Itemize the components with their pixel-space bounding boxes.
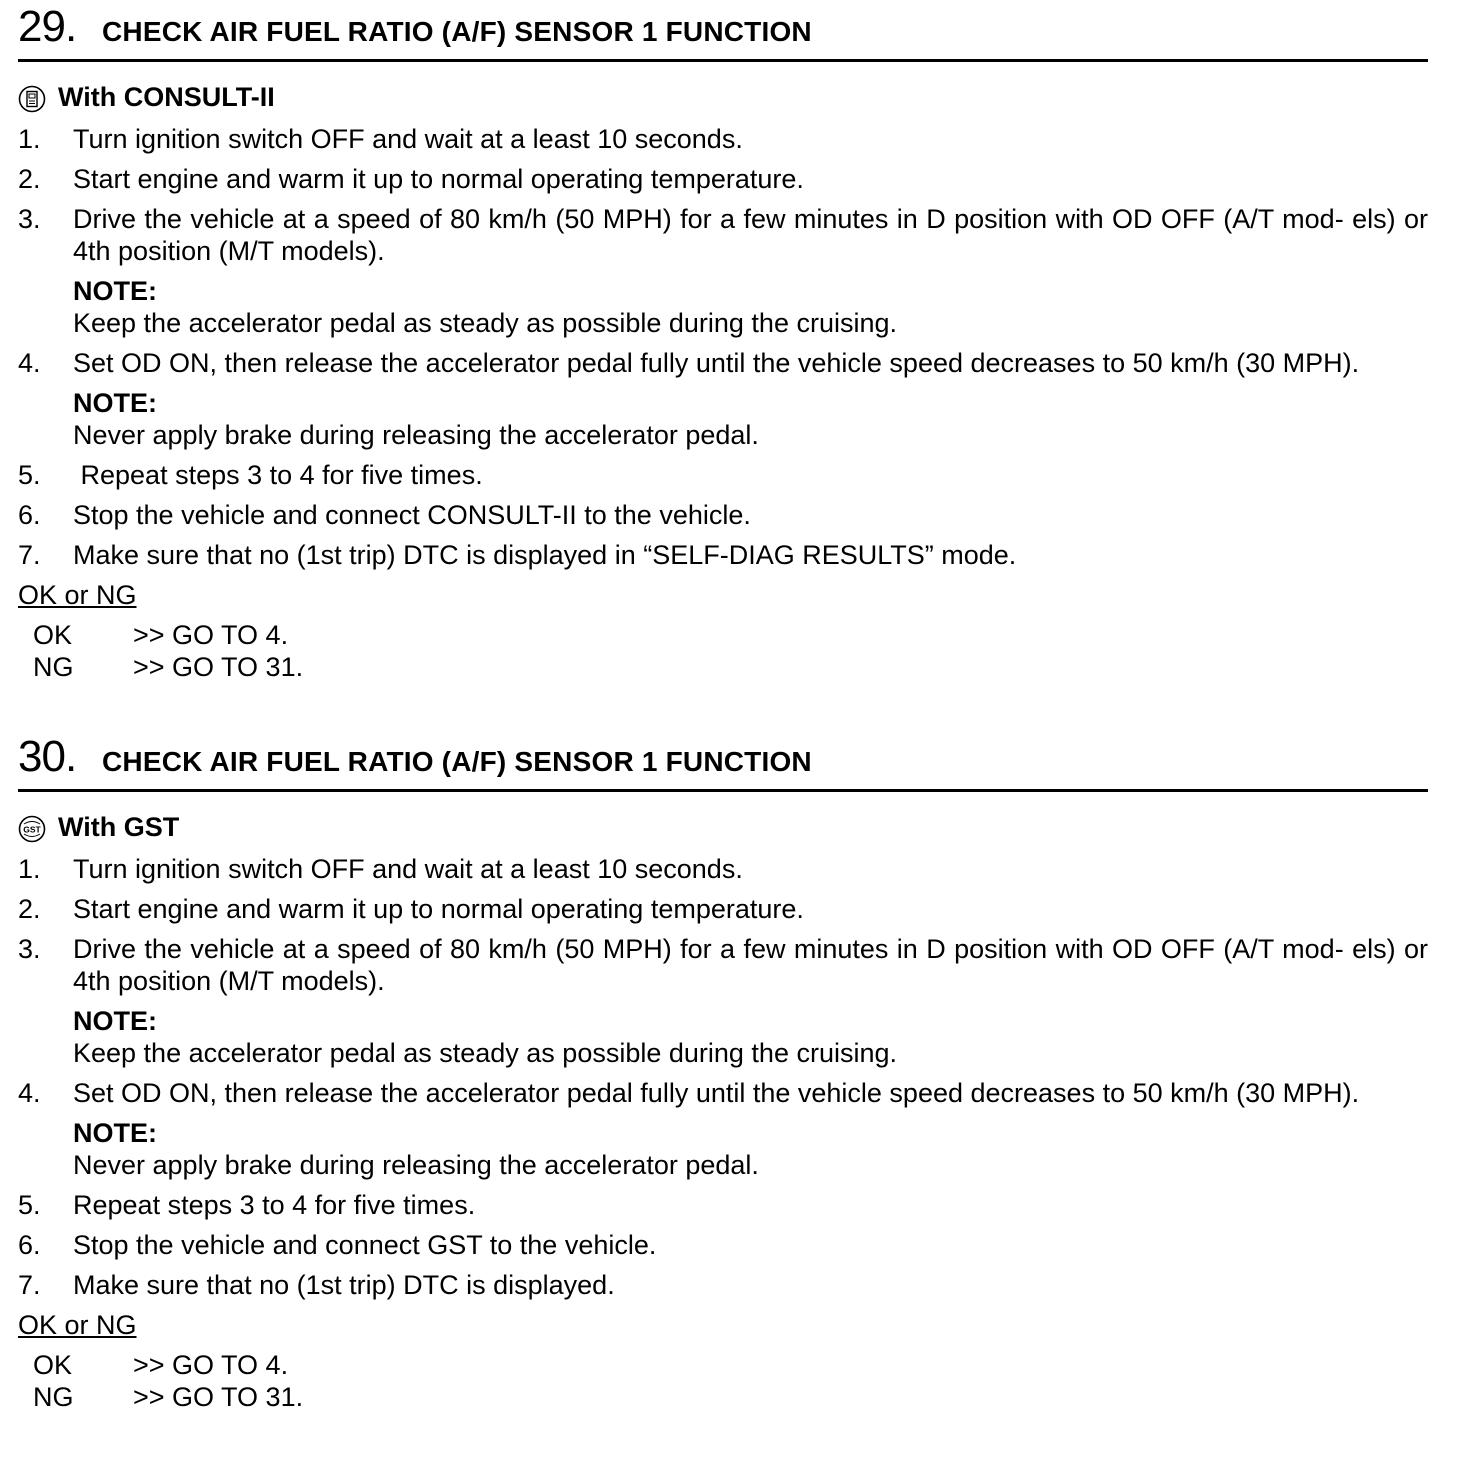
step-text: Make sure that no (1st trip) DTC is displayed in “SELF-DIAG RESULTS” mode. <box>73 540 1017 570</box>
step-text: Turn ignition switch OFF and wait at a least 10 seconds. <box>73 854 743 884</box>
section-number: 30. <box>18 732 77 781</box>
step-text: Drive the vehicle at a speed of 80 km/h (50 MPH) for a few minutes in D position with OD OFF (A/T mod- els) or 4th position (M/T models). <box>73 204 1428 266</box>
result-key: NG <box>33 652 74 682</box>
ok-ng-block <box>18 579 1428 683</box>
step-item <box>18 163 1428 195</box>
step-list <box>18 123 1428 571</box>
gst-icon <box>18 815 46 843</box>
step-number: 1. <box>18 854 41 884</box>
heading-rule <box>18 789 1428 792</box>
result-row <box>18 1381 1428 1413</box>
step-item <box>18 1189 1428 1221</box>
result-row <box>18 619 1428 651</box>
consult-icon <box>18 85 46 113</box>
step-item <box>18 933 1428 1069</box>
section-number: 29. <box>18 2 77 51</box>
step-number: 6. <box>18 500 41 530</box>
step-item <box>18 347 1428 451</box>
note-text: Keep the accelerator pedal as steady as possible during the cruising. <box>73 1038 898 1068</box>
step-text: Set OD ON, then release the accelerator pedal fully until the vehicle speed decreases to 50 km/h (30 MPH). <box>73 348 1360 378</box>
note-label: NOTE: <box>73 276 157 306</box>
note-text: Keep the accelerator pedal as steady as possible during the cruising. <box>73 308 898 338</box>
step-text: Stop the vehicle and connect CONSULT-II to the vehicle. <box>73 500 751 530</box>
step-text: Drive the vehicle at a speed of 80 km/h (50 MPH) for a few minutes in D position with OD OFF (A/T mod- els) or 4th position (M/T models). <box>73 934 1428 996</box>
step-number: 7. <box>18 540 41 570</box>
step-text: Start engine and warm it up to normal operating temperature. <box>73 164 804 194</box>
step-note <box>73 1005 1428 1069</box>
step-list <box>18 853 1428 1301</box>
section-title: CHECK AIR FUEL RATIO (A/F) SENSOR 1 FUNCTION <box>102 746 812 777</box>
tool-label: With CONSULT-II <box>58 82 275 112</box>
step-note <box>73 1117 1428 1181</box>
step-text: Stop the vehicle and connect GST to the vehicle. <box>73 1230 657 1260</box>
note-text: Never apply brake during releasing the accelerator pedal. <box>73 420 759 450</box>
step-number: 2. <box>18 164 41 194</box>
step-text: Start engine and warm it up to normal operating temperature. <box>73 894 804 924</box>
result-goto: >> GO TO 4. <box>133 620 289 650</box>
step-number: 3. <box>18 204 41 234</box>
step-text: Repeat steps 3 to 4 for five times. <box>73 1190 476 1220</box>
step-item <box>18 539 1428 571</box>
result-row <box>18 651 1428 683</box>
section-title: CHECK AIR FUEL RATIO (A/F) SENSOR 1 FUNCTION <box>102 16 812 47</box>
step-number: 1. <box>18 124 41 154</box>
step-number: 2. <box>18 894 41 924</box>
step-number: 4. <box>18 1078 41 1108</box>
step-item <box>18 203 1428 339</box>
ok-ng-header: OK or NG <box>18 580 137 610</box>
step-item <box>18 499 1428 531</box>
step-item <box>18 1269 1428 1301</box>
result-key: OK <box>33 620 73 650</box>
result-row <box>18 1349 1428 1381</box>
heading-rule <box>18 59 1428 62</box>
step-text: Set OD ON, then release the accelerator pedal fully until the vehicle speed decreases to 50 km/h (30 MPH). <box>73 1078 1360 1108</box>
step-number: 5. <box>18 460 41 490</box>
section-29 <box>18 0 1428 683</box>
ok-ng-block <box>18 1309 1428 1413</box>
note-label: NOTE: <box>73 1118 157 1148</box>
section-heading <box>18 0 1428 60</box>
step-text: Make sure that no (1st trip) DTC is displayed. <box>73 1270 615 1300</box>
step-item <box>18 459 1428 491</box>
step-item <box>18 853 1428 885</box>
step-text: Turn ignition switch OFF and wait at a least 10 seconds. <box>73 124 743 154</box>
step-number: 3. <box>18 934 41 964</box>
step-number: 5. <box>18 1190 41 1220</box>
section-30 <box>18 730 1428 1413</box>
ok-ng-header: OK or NG <box>18 1310 137 1340</box>
step-number: 6. <box>18 1230 41 1260</box>
note-label: NOTE: <box>73 388 157 418</box>
tool-line <box>18 807 1428 845</box>
section-heading <box>18 730 1428 790</box>
result-key: OK <box>33 1350 73 1380</box>
gst-icon-text: GST <box>23 824 41 835</box>
step-item <box>18 893 1428 925</box>
step-text: Repeat steps 3 to 4 for five times. <box>73 460 483 490</box>
step-note <box>73 275 1428 339</box>
result-goto: >> GO TO 31. <box>133 1382 304 1412</box>
step-item <box>18 123 1428 155</box>
tool-label: With GST <box>58 812 180 842</box>
step-item <box>18 1229 1428 1261</box>
step-number: 7. <box>18 1270 41 1300</box>
step-number: 4. <box>18 348 41 378</box>
tool-line <box>18 77 1428 115</box>
result-key: NG <box>33 1382 74 1412</box>
step-note <box>73 387 1428 451</box>
step-item <box>18 1077 1428 1181</box>
note-label: NOTE: <box>73 1006 157 1036</box>
note-text: Never apply brake during releasing the accelerator pedal. <box>73 1150 759 1180</box>
result-goto: >> GO TO 31. <box>133 652 304 682</box>
result-goto: >> GO TO 4. <box>133 1350 289 1380</box>
